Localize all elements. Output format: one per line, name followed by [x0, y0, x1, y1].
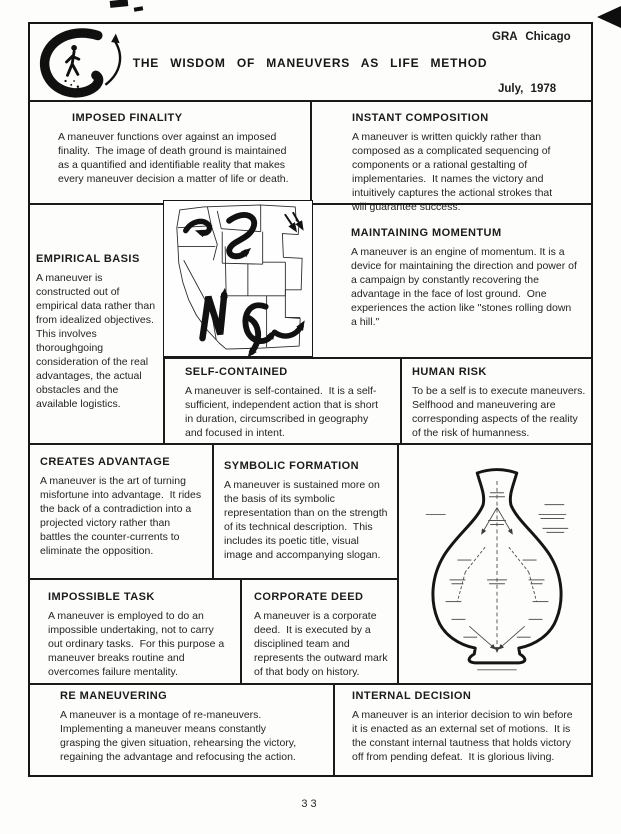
scan-artifact-arrow [597, 6, 621, 28]
cell-heading: RE MANEUVERING [60, 690, 168, 702]
cell-corporate-deed [240, 578, 397, 683]
cell-body: A maneuver is sustained more on the basis of its symbolic representation than on the strength of its technical description. This includes its poetic title, visual image and accompanying slogan. [224, 479, 391, 561]
scan-artifact [110, 0, 129, 8]
cell-impossible-task [28, 578, 240, 683]
cell-re-maneuvering [28, 683, 333, 777]
cell-heading: IMPOSSIBLE TASK [48, 591, 155, 603]
cell-heading: HUMAN RISK [412, 366, 487, 378]
grid-line [397, 443, 399, 683]
cell-maintaining-momentum [313, 203, 593, 357]
cell-body: A maneuver is employed to do an impossible undertaking, not to carry out ordinary tasks. For this purpose a maneuver breaks routine and overcomes failure mentality. [48, 610, 228, 678]
western-us-map-icon [164, 201, 312, 356]
cell-body: A maneuver is a montage of re-maneuvers. Implementing a maneuver means constantly grasping the given situation, rehearsing the victory, regaining the advantage and refocusing the action. [60, 709, 300, 763]
page-title: THE WISDOM OF MANEUVERS AS LIFE METHOD [132, 56, 488, 70]
cell-body: A maneuver is an interior decision to win before it is enacted as an external set of motions. It is the constant internal tautness that holds victory off from pending defeat. It is glorious living. [352, 709, 576, 763]
cell-heading: INSTANT COMPOSITION [352, 112, 489, 124]
cell-internal-decision [333, 683, 593, 777]
cell-imposed-finality [28, 100, 310, 203]
organization-label: GRA Chicago [492, 31, 571, 43]
cell-heading: IMPOSED FINALITY [72, 112, 183, 124]
cell-body: A maneuver is self-contained. It is a self-sufficient, independent action that is short in duration, circumscribed in geography and focused in intent. [185, 385, 381, 439]
cell-instant-composition [310, 100, 593, 213]
cell-heading: EMPIRICAL BASIS [36, 253, 140, 265]
cell-heading: INTERNAL DECISION [352, 690, 472, 702]
vase-diagram [408, 452, 586, 677]
cell-body: A maneuver is a corporate deed. It is executed by a disciplined team and represents the outward mark of that body on history. [254, 610, 391, 678]
date-label: July, 1978 [498, 83, 557, 95]
page-number: 33 [301, 798, 320, 810]
cell-heading: MAINTAINING MOMENTUM [351, 227, 502, 239]
cell-body: A maneuver is constructed out of empirical data rather than from idealized objectives. This involves thoroughgoing consideration of the real advantages, the actual obstacles and the available logistics. [36, 272, 160, 410]
cell-heading: CORPORATE DEED [254, 591, 364, 603]
cell-body: A maneuver functions over against an imposed finality. The image of death ground is maintained as a quantified and identifiable reality that makes every maneuver decision a matter of life or death. [58, 131, 290, 185]
cell-body: A maneuver is the art of turning misfortune into advantage. It rides the back of a contradiction into a projected victory rather than battles the counter-currents to eliminate the opposition. [40, 475, 205, 557]
cell-body: A maneuver is written quickly rather than composed as a complicated sequencing of components or a rational gestalting of implementaries. It names the victory and intuitively captures the actional strokes that will guarantee success. [352, 131, 556, 213]
cell-body: A maneuver is an engine of momentum. It is a device for maintaining the direction and power of a campaign by constantly recovering the advantage in the face of lost ground. One experiences the action like "stones rolling down a hill." [351, 246, 580, 328]
map-figure-frame [163, 200, 313, 357]
gra-logo-icon [34, 26, 136, 100]
cell-empirical-basis [28, 203, 163, 443]
cell-human-risk [400, 357, 593, 443]
cell-self-contained [163, 357, 400, 443]
cell-symbolic-formation [212, 443, 397, 578]
scan-artifact [134, 6, 144, 12]
cell-heading: SYMBOLIC FORMATION [224, 460, 359, 472]
cell-body: To be a self is to execute maneuvers. Selfhood and maneuvering are corresponding aspects of the reality of the risk of humanness. [412, 385, 589, 439]
cell-heading: CREATES ADVANTAGE [40, 456, 171, 468]
cell-heading: SELF-CONTAINED [185, 366, 288, 378]
cell-creates-advantage [28, 443, 212, 578]
